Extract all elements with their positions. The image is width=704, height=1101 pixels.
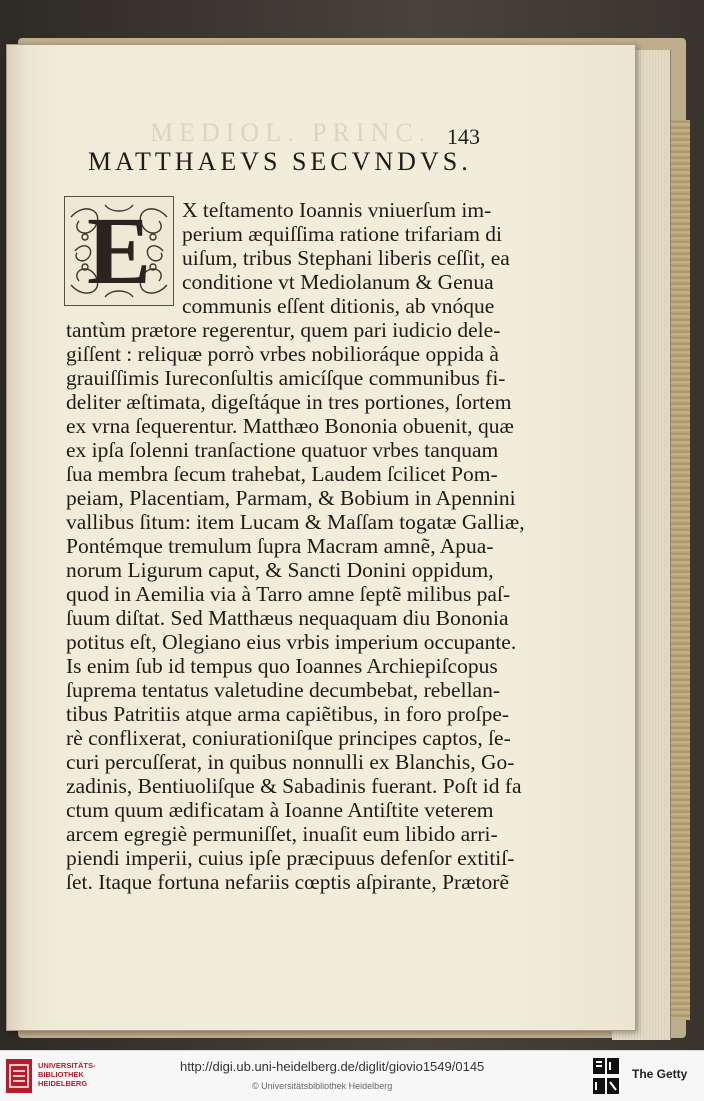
text-line: conditione vt Mediolanum & Genua — [182, 270, 494, 294]
text-line: ex vrna ſequerentur. Matthæo Bononia obuenit, quæ — [66, 414, 514, 438]
text-line: ſuprema tentatus valetudine decumbebat, rebellan- — [66, 678, 500, 702]
library-seal-icon — [6, 1059, 32, 1093]
text-line: zadinis, Bentiuoliſque & Sabadinis fuerant. Poſt id fa — [66, 774, 522, 798]
text-line: rè conflixerat, coniurationiſque principes captos, ſe- — [66, 726, 511, 750]
text-line: quod in Aemilia via à Tarro amne ſeptẽ milibus paſ- — [66, 582, 511, 606]
text-line: piendi imperii, cuius ipſe præcipuus defenſor extitiſ- — [66, 846, 515, 870]
getty-logo-icon — [593, 1058, 619, 1094]
institution-line: UNIVERSITÄTS- — [38, 1061, 96, 1070]
text-line: ex ipſa ſolenni tranſactione quatuor vrbes tanquam — [66, 438, 499, 462]
running-head: MATTHAEVS SECVNDVS. — [88, 147, 472, 176]
text-line: vallibus ſitum: item Lucam & Maſſam togatæ Galliæ, — [66, 510, 525, 534]
text-line: ſuum diſtat. Sed Matthæus nequaquam diu Bononia — [66, 606, 509, 630]
text-line: deliter æſtimata, digeſtáque in tres portiones, ſortem — [66, 390, 512, 414]
text-line: Pontémque tremulum ſupra Macram amnẽ, Apua- — [66, 534, 494, 558]
page-number: 143 — [447, 124, 480, 149]
text-line: X teſtamento Ioannis vniuerſum im- — [182, 198, 492, 222]
text-line: arcem egregiè permuniſſet, inuaſit eum libido arri- — [66, 822, 498, 846]
text-line: perium æquiſſima ratione trifariam di — [182, 222, 503, 246]
partner-name: The Getty — [632, 1067, 688, 1081]
text-line: Is enim ſub id tempus quo Ioannes Archiepiſcopus — [66, 654, 498, 678]
text-line: norum Ligurum caput, & Sancti Donini oppidum, — [66, 558, 494, 582]
text-line: giſſent : reliquæ porrò vrbes nobilioráque oppida à — [66, 342, 499, 366]
text-line: peiam, Placentiam, Parmam, & Bobium in Apennini — [66, 486, 516, 510]
decorated-initial — [64, 196, 174, 306]
text-line: ctum quum ædificatam à Ioanne Antiſtite veterem — [66, 798, 494, 822]
text-line: uiſum, tribus Stephani liberis ceſſit, ea — [182, 246, 510, 270]
bleed-through-text: MEDIOL. PRINC. — [150, 118, 432, 147]
institution-line: HEIDELBERG — [38, 1079, 88, 1088]
text-line: curi percuſſerat, in quibus nonnulli ex Blanchis, Go- — [66, 750, 515, 774]
institution-name — [38, 1061, 98, 1088]
text-line: tantùm prætore regerentur, quem pari iudicio dele- — [66, 318, 501, 342]
text-line: communis eſſent ditionis, ab vnóque — [182, 294, 495, 318]
text-line: ſet. Itaque fortuna nefariis cœptis aſpirante, Prætorẽ — [66, 870, 509, 894]
institution-line: BIBLIOTHEK — [38, 1070, 84, 1079]
text-line: tibus Patritiis atque arma capiẽtibus, in foro proſpe- — [66, 702, 510, 726]
text-line: grauiſſimis Iureconſultis amicíſque communibus fi- — [66, 366, 506, 390]
text-line: potitus eſt, Olegiano eius vrbis imperium occupante. — [66, 630, 517, 654]
getty-logo[interactable] — [593, 1058, 619, 1094]
viewer-footer — [0, 1050, 704, 1101]
permalink[interactable]: http://digi.ub.uni-heidelberg.de/diglit/giovio1549/0145 — [180, 1059, 485, 1074]
text-line: ſua membra ſecum trahebat, Laudem ſcilicet Pom- — [66, 462, 498, 486]
university-logo[interactable] — [6, 1059, 32, 1093]
initial-letter: E — [86, 197, 152, 304]
copyright-notice: © Universitätsbibliothek Heidelberg — [252, 1081, 393, 1091]
